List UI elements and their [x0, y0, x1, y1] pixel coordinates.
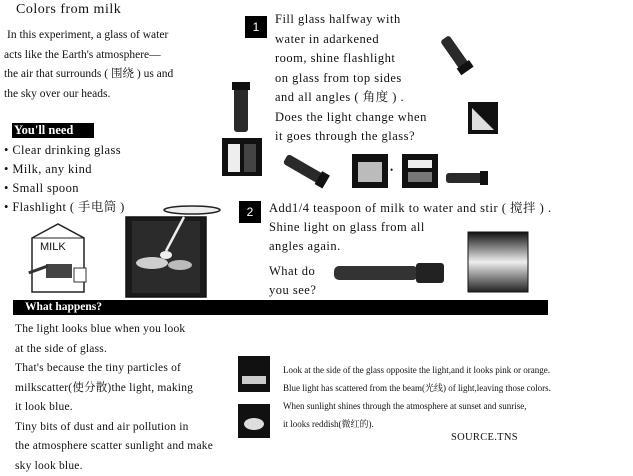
step-line: Fill glass halfway with: [275, 10, 427, 30]
explanation-line: Tiny bits of dust and air pollution in: [15, 418, 213, 438]
supply-item: • Clear drinking glass: [4, 141, 125, 160]
step-number: 1: [245, 16, 267, 38]
note-line: it looks reddish(微红的).: [283, 415, 551, 433]
glass-icon: [236, 402, 272, 440]
step-line: Does the light change when: [275, 108, 427, 128]
milk-carton-illustration: [18, 222, 100, 294]
glass-icon: [466, 230, 530, 294]
intro-line: In this experiment, a glass of water: [4, 26, 234, 46]
flashlight-upright-icon: [230, 80, 252, 136]
intro-text: [4, 26, 234, 104]
flashlight-icon: [430, 30, 480, 78]
glass-icon: [466, 100, 500, 136]
supply-item: • Milk, any kind: [4, 160, 125, 179]
step-line: you see?: [269, 281, 552, 300]
supply-list: [4, 141, 125, 217]
explanation-line: it look blue.: [15, 398, 213, 418]
note-line: Blue light has scattered from the beam(光线) of light,leaving those colors.: [283, 379, 551, 397]
what-happens-heading: What happens?: [13, 300, 548, 315]
glass-icon: [236, 354, 272, 394]
glass-icon: [220, 136, 264, 178]
intro-line: the sky over our heads.: [4, 85, 234, 105]
explanation-line: That's because the tiny particles of: [15, 359, 213, 379]
page-title: Colors from milk: [16, 3, 121, 17]
intro-line: the air that surrounds ( 围绕 ) us and: [4, 65, 234, 85]
glass-spoon-illustration: [122, 203, 222, 299]
note-line: Look at the side of the glass opposite the light,and it looks pink or orange.: [283, 361, 551, 379]
step-line: it goes through the glass?: [275, 127, 427, 147]
step-line: Shine light on glass from all: [269, 218, 552, 237]
intro-line: acts like the Earth's atmosphere—: [4, 46, 234, 66]
step-line: What do: [269, 262, 552, 281]
explanation-line: the atmosphere scatter sunlight and make: [15, 437, 213, 457]
note-line: When sunlight shines through the atmosphere at sunset and sunrise,: [283, 397, 551, 415]
flashlight-icon: [444, 170, 490, 186]
step-line: and all angles ( 角度 ) .: [275, 88, 427, 108]
step-line: room, shine flashlight: [275, 49, 427, 69]
explanation-line: sky look blue.: [15, 457, 213, 476]
step-1-text: [275, 10, 427, 147]
step-line: Add1/4 teaspoon of milk to water and stir ( 搅拌 ) .: [269, 199, 552, 218]
dot-separator: •: [390, 166, 393, 175]
flashlight-icon: [332, 262, 448, 284]
explanation-line: The light looks blue when you look: [15, 320, 213, 340]
step-number: 2: [239, 201, 261, 223]
notes-text: [283, 361, 551, 433]
explanation-line: at the side of glass.: [15, 340, 213, 360]
glass-icon: [350, 152, 390, 190]
glass-icon: [400, 152, 440, 190]
flashlight-icon: [276, 150, 336, 192]
need-heading: You'll need: [12, 123, 94, 138]
step-line: water in adarkened: [275, 30, 427, 50]
step-line: on glass from top sides: [275, 69, 427, 89]
supply-item: • Small spoon: [4, 179, 125, 198]
source-credit: SOURCE.TNS: [451, 433, 518, 444]
explanation-line: milkscatter(使分散)the light, making: [15, 379, 213, 399]
milk-label: MILK: [40, 242, 66, 253]
supply-item: • Flashlight ( 手电筒 ): [4, 198, 125, 217]
step-line: angles again.: [269, 237, 552, 256]
explanation-text: [15, 320, 213, 476]
